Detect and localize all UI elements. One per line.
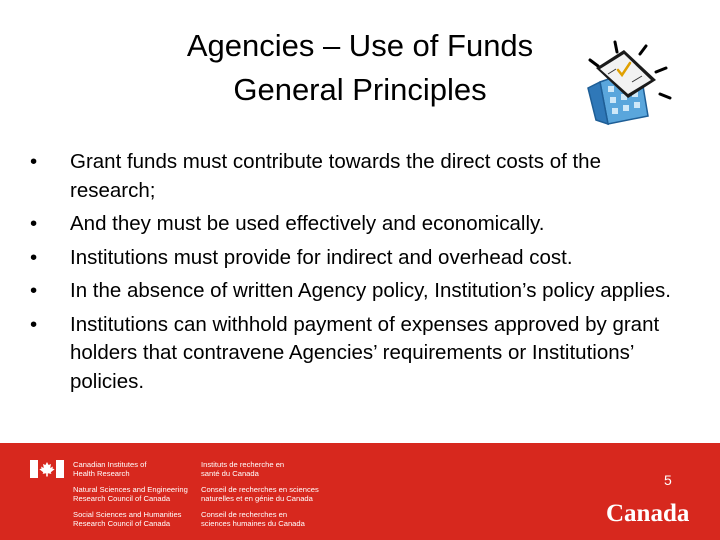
bullet-marker: • [30,312,38,336]
bullet-item [30,311,680,397]
bullet-marker: • [30,150,38,173]
slide-title [110,24,610,112]
bullet-marker: • [30,279,38,302]
bullet-text: Grant funds must contribute towards the direct costs of the research; [70,150,601,202]
canada-wordmark: Canada [606,500,690,527]
footer-agency-en-sshrc: Social Sciences and Humanities Research Council of Canada [73,510,182,528]
building-with-checkmark-sign-icon [578,40,674,126]
bullet-text: Institutions can withhold payment of expenses approved by grant holders that contravene Agencies’ requirements or Institutions’ policies. [70,312,660,393]
footer-agency-fr-crsng: Conseil de recherches en sciences naturelles et en génie du Canada [201,485,319,503]
title-line-2: General Principles [233,72,487,107]
canada-flag-icon [30,460,64,478]
bullet-item [30,244,680,273]
bullet-text: And they must be used effectively and economically. [70,212,545,235]
bullet-marker: • [30,245,38,269]
bullet-marker: • [30,212,38,235]
footer-agency-fr-crsh: Conseil de recherches en sciences humaines du Canada [201,510,305,528]
footer-agency-en-nserc: Natural Sciences and Engineering Research Council of Canada [73,485,188,503]
bullet-text: In the absence of written Agency policy, Institution’s policy applies. [70,279,671,302]
bullet-item [30,148,680,205]
page-number: 5 [664,472,672,488]
bullet-list [30,148,680,401]
bullet-item [30,210,680,239]
bullet-text: Institutions must provide for indirect and overhead cost. [70,245,573,269]
footer-agency-en-cihr: Canadian Institutes of Health Research [73,460,147,478]
title-line-1: Agencies – Use of Funds [186,28,534,63]
footer-agency-fr-irsc: Instituts de recherche en santé du Canada [201,460,285,478]
bullet-item [30,277,680,306]
